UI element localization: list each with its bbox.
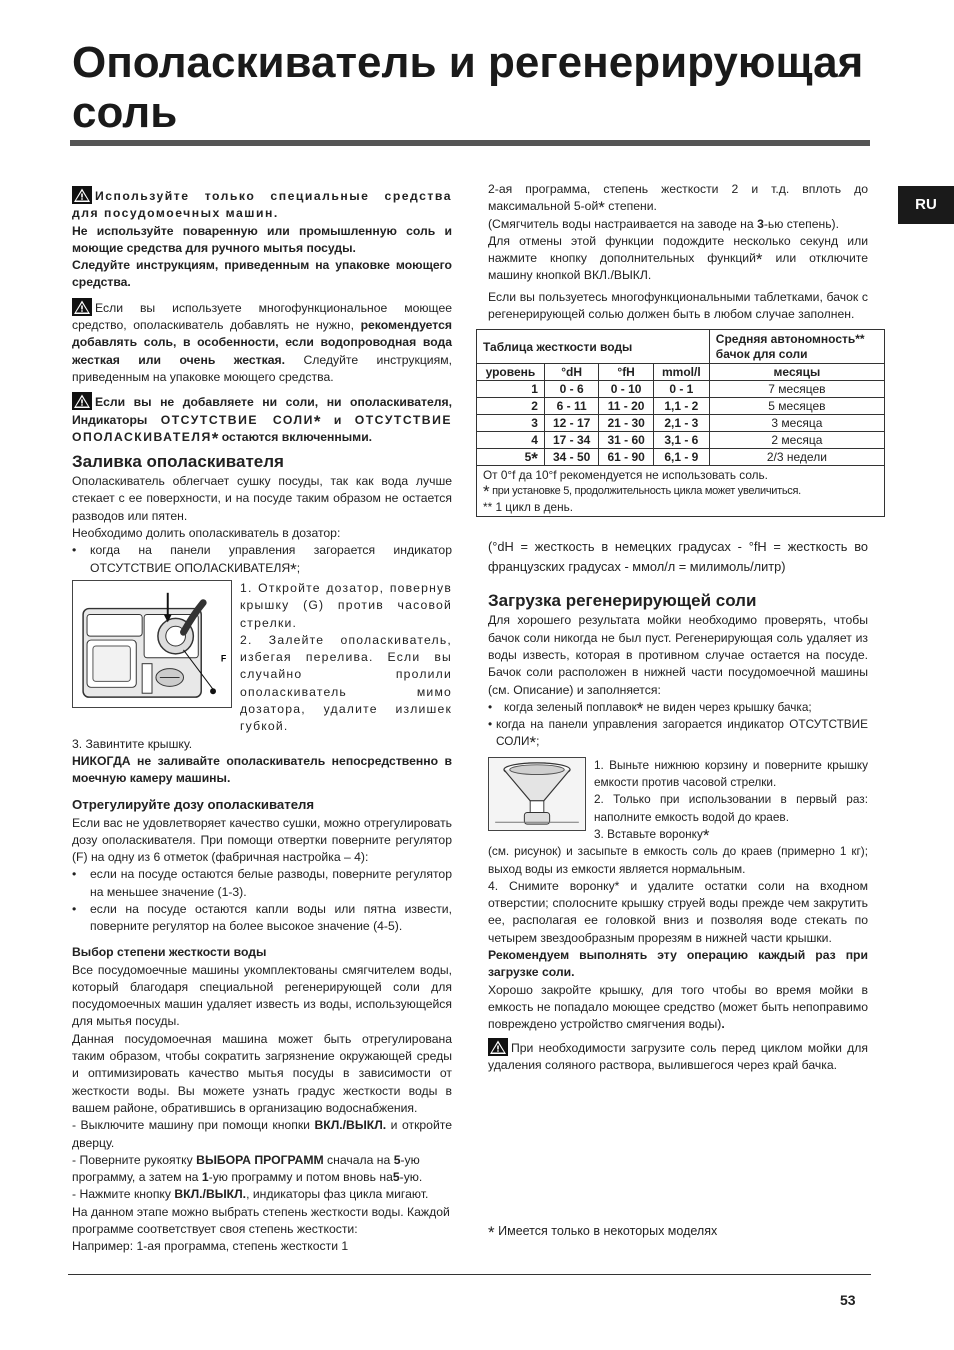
salt-step-4: 4. Снимите воронку* и удалите остатки соли на входном отверстии; сполосните крышку струей воды прежде чем закрутить ее, располагая ее головкой вниз и позволяя воде стекать по четырем звездообразным прорезям в нижней части крышки. — [488, 878, 868, 945]
cell: 3,1 - 6 — [653, 432, 709, 449]
program-knob-label: ВЫБОРА ПРОГРАММ — [196, 1152, 324, 1167]
footnote — [488, 1223, 718, 1242]
asterisk: * — [290, 559, 297, 579]
cell: 17 - 34 — [544, 432, 599, 449]
c2c: -ью степень). — [763, 216, 839, 231]
on-off-button-label: ВКЛ./ВЫКЛ. — [174, 1187, 247, 1202]
c1a: 2-ая программа, степень жесткости 2 и т.д. вплоть до максимальной 5-ой — [488, 182, 868, 214]
s3a: 3. Вставьте воронку — [594, 826, 703, 841]
rinse-figure-row — [72, 580, 452, 736]
hl2a: - Поверните рукоятку — [72, 1152, 193, 1167]
salt-bullet-1 — [488, 699, 868, 716]
salt-bullet-2 — [488, 716, 868, 751]
note-3-mark: ** — [483, 500, 493, 515]
sb2a: когда на панели управления загорается индикатор ОТСУТСТВИЕ СОЛИ — [496, 717, 868, 749]
hl3c: , индикаторы фаз цикла мигают. — [246, 1187, 429, 1202]
footnote-text: Имеется только в некоторых моделях — [498, 1224, 718, 1238]
hardness-continued-3 — [488, 233, 868, 285]
rinse-paragraph-2: Необходимо долить ополаскиватель в дозатор: — [72, 526, 341, 541]
hardness-line-3 — [72, 1186, 452, 1203]
hl2e: -ую программу, а затем на — [72, 1152, 420, 1185]
asterisk: * — [702, 825, 710, 845]
warning-1c: Следуйте инструкциям, приведенным на упаковке моющего средства. — [72, 258, 452, 290]
table-row — [477, 381, 885, 398]
page-title: Ополаскиватель и регенерирующая соль — [72, 38, 864, 137]
salt-recommendation: Рекомендуем выполнять эту операцию каждый раз при загрузке соли. — [488, 948, 868, 980]
heading-rinse-aid: Заливка ополаскивателя — [72, 452, 284, 472]
c2b: 3 — [757, 216, 764, 231]
asterisk: * — [211, 428, 219, 448]
salt-steps-1-2 — [594, 757, 868, 843]
title-rule — [70, 140, 870, 146]
cell: 12 - 17 — [544, 415, 599, 432]
warning-3e: остаются включенными. — [221, 429, 373, 444]
hardness-paragraph-1: Все посудомоечные машины укомплектованы смягчителем воды, который благодаря специальной регенерирующей соли для посудомоечных машин удаляет известь из воды, использующейся для мытья посуды. — [72, 962, 452, 1029]
rinse-indicator: ОТСУТСТВИЕ ОПОЛАСКИВАТЕЛЯ — [90, 560, 291, 575]
cell: 6,1 - 9 — [653, 449, 709, 466]
rinse-step-3: 3. Завинтите крышку. — [72, 736, 193, 751]
dose-bullet-2: • если на посуде остаются капли воды или пятна извести, поверните регулятор на более высокое значение (4-5). — [72, 901, 452, 936]
units-note: (°dH = жесткость в немецких градусах - °fH = жесткость во французских градусах - ммол/л = милимоль/литр) — [488, 539, 868, 575]
c3a: Для отмены этой функции подождите несколько секунд или нажмите кнопку дополнительных функций — [488, 233, 868, 266]
table-row — [477, 398, 885, 415]
table-row — [477, 415, 885, 432]
warning-block-3 — [72, 392, 452, 446]
salt-step-1: 1. Выньте нижнюю корзину и поверните крышку емкости против часовой стрелки. — [594, 757, 868, 790]
table-autonomy-header — [709, 330, 884, 364]
table-row — [477, 449, 885, 466]
never-word: НИКОГДА — [72, 753, 131, 768]
hardness-line-5: Например: 1-ая программа, степень жесткости 1 — [72, 1239, 349, 1254]
cell: 2/3 недели — [709, 449, 884, 466]
autonomy-2: бачок для соли — [715, 346, 808, 361]
cell: 21 - 30 — [599, 415, 654, 432]
cell: 3 месяца — [709, 415, 884, 432]
salt-close-lid — [488, 982, 868, 1034]
level-5: 5 — [524, 450, 532, 465]
hl2g: -ую программу и потом вновь на — [208, 1170, 393, 1185]
heading-rinse-dose: Отрегулируйте дозу ополаскивателя — [72, 796, 315, 812]
c1b: степени. — [608, 199, 657, 214]
fig-label-f: F — [220, 653, 227, 664]
table-row — [477, 432, 885, 449]
right-column — [483, 181, 869, 1074]
warning-3c: и — [333, 412, 342, 427]
salt-figure-row — [488, 757, 868, 843]
warning-block-1 — [72, 186, 452, 292]
asterisk: * — [531, 449, 538, 469]
language-tab: RU — [898, 186, 954, 224]
warning-1a: Используйте только специальные средства для посудомоечных машин. — [72, 189, 452, 221]
salt-warning — [488, 1038, 868, 1075]
asterisk: * — [488, 1223, 495, 1242]
cell: 0 - 1 — [653, 381, 709, 398]
close-c: повреждено устройство смягчения воды) — [488, 1017, 722, 1032]
hl2f: 1 — [201, 1170, 209, 1185]
close-d: . — [721, 1017, 725, 1032]
c2a: (Смягчитель воды настраивается на заводе на — [488, 216, 754, 231]
page-number: 53 — [840, 1292, 856, 1308]
cell: 34 - 50 — [544, 449, 599, 466]
hl1c: и откройте дверцу. — [72, 1118, 452, 1150]
hl2c: сначала на — [327, 1152, 391, 1167]
col-level: уровень — [477, 364, 545, 381]
cell — [477, 449, 545, 469]
cell: 31 - 60 — [599, 432, 654, 449]
close-a: Хорошо закройте крышку, для того чтобы во время мойки в емкость не попадало моющее средство (может быть — [488, 982, 868, 1014]
warning-icon — [72, 298, 92, 316]
salt-warning-text: При необходимости загрузите соль перед циклом мойки для удаления соляного раствора, вылившегося через край бачка. — [488, 1040, 868, 1072]
asterisk: * — [529, 733, 537, 753]
asterisk: * — [636, 698, 644, 718]
on-off-button-label: ВКЛ./ВЫКЛ. — [314, 1118, 387, 1133]
hardness-line-1 — [72, 1117, 452, 1152]
sb2b: ; — [536, 734, 540, 749]
asterisk: * — [483, 482, 490, 502]
hardness-line-2 — [72, 1152, 452, 1187]
autonomy-mark: ** — [855, 331, 865, 346]
hardness-continued-1 — [488, 181, 868, 216]
hl2h: 5 — [392, 1170, 400, 1185]
warning-1b: Не используйте поваренную или промышленную соль и моющие средства для ручного мытья посуды. — [72, 223, 452, 255]
salt-paragraph: Для хорошего результата мойки необходимо проверять, чтобы бачок соли никогда не был пуст. Регенерирующая соль удаляет из воды известь, которая в противном случае остается на посуде. Бачок соли расположен в нижней части посудомоечной машины (см. Описание) и заполняется: — [488, 613, 868, 697]
note-1: От 0°f да 10°f рекомендуется не использовать соль. — [483, 468, 768, 483]
sb1a: когда зеленый поплавок — [504, 699, 637, 714]
cell: 0 - 6 — [544, 381, 599, 398]
cell: 0 - 10 — [599, 381, 654, 398]
salt-step-2: 2. Только при использовании в первый раз: наполните емкость водой до краев. — [594, 792, 868, 824]
cell: 1,1 - 2 — [653, 398, 709, 415]
cell: 11 - 20 — [599, 398, 654, 415]
never-text: не заливайте ополаскиватель непосредственно в моечную камеру машины. — [72, 753, 453, 786]
rinse-never — [72, 753, 452, 788]
warning-icon — [72, 186, 92, 204]
rinse-bullet-end: ; — [296, 560, 301, 575]
salt-step-3-rest: (см. рисунок) и засыпьте в емкость соль до краев (примерно 1 кг); выход воды из емкости является нормальным. — [488, 844, 868, 876]
warning-3a: Если вы не добавляете ни соли, ни ополаскивателя, Индикаторы — [72, 395, 452, 427]
asterisk: * — [598, 198, 605, 218]
warning-2c: Следуйте инструкциям, приведенным на упаковке моющего средства. — [72, 352, 452, 384]
table-notes — [477, 466, 885, 517]
table-header-row — [477, 364, 885, 381]
hardness-line-4: На данном этапе можно выбрать степень жесткости воды. Каждой программе соответствует своя степень жесткости: — [72, 1204, 450, 1237]
hl2i: -ую. — [399, 1170, 423, 1185]
cell: 61 - 90 — [599, 449, 654, 466]
rinse-bullet-text: когда на панели управления загорается индикатор — [90, 543, 452, 558]
col-months: месяцы — [709, 364, 884, 381]
cell: 1 — [477, 381, 545, 398]
rinse-steps — [240, 580, 452, 736]
hl3a: - Нажмите кнопку — [72, 1187, 171, 1202]
cell: 3 — [477, 415, 545, 432]
bottom-rule — [68, 1274, 871, 1275]
warning-2b: рекомендуется добавлять соль, в особенности, если водопроводная вода жесткая или очень жесткая. — [72, 318, 452, 367]
indicator-no-salt: ОТСУТСТВИЕ СОЛИ — [160, 412, 314, 427]
note-3 — [483, 499, 878, 515]
note-3-text: 1 цикл в день. — [495, 500, 574, 515]
cell: 2 месяца — [709, 432, 884, 449]
hardness-continued-2 — [488, 216, 868, 233]
c3b: или отключите машину кнопкой ВКЛ./ВЫКЛ. — [488, 251, 869, 283]
rinse-step-1: 1. Откройте дозатор, повернув крышку (G) против часовой стрелки. — [240, 580, 452, 630]
dose-bullet-1: • если на посуде остаются белые разводы, поверните регулятор на меньшее значение (1-3). — [72, 866, 452, 901]
close-b: непоправимо — [792, 999, 868, 1014]
rinse-step-2: 2. Залейте ополаскиватель, избегая перелива. Если вы случайно пролили ополаскиватель мимо дозатора, удалите излишек губкой. — [240, 632, 452, 734]
hardness-paragraph-2: Данная посудомоечная машина может быть отрегулирована таким образом, чтобы сократить загрязнение окружающей среды и оптимизировать качество мытья посуды в зависимости от жесткости воды. Вы можете узнать градус жесткости воды в вашем районе, обратившись в организацию водоснабжения. — [72, 1031, 452, 1115]
sb1b: не виден через крышку бачка; — [646, 699, 812, 714]
cell: 6 - 11 — [544, 398, 599, 415]
table-title: Таблица жесткости воды — [477, 330, 710, 364]
cell: 4 — [477, 432, 545, 449]
asterisk: * — [313, 411, 321, 431]
dose-paragraph: Если вас не удовлетворяет качество сушки, можно отрегулировать дозу ополаскивателя. При помощи отвертки поверните регулятор (F) на одну из 6 отметок (фабричная настройка – 4): — [72, 815, 452, 865]
salt-funnel-illustration — [488, 757, 586, 831]
cell: 5 месяцев — [709, 398, 884, 415]
rinse-bullet-1 — [72, 542, 452, 577]
heading-salt: Загрузка регенерирующей соли — [488, 591, 757, 611]
warning-block-2 — [72, 298, 452, 386]
water-hardness-table — [476, 329, 885, 517]
hl1a: - Выключите машину при помощи кнопки — [72, 1118, 310, 1133]
col-mmol: mmol/l — [653, 364, 709, 381]
warning-icon — [488, 1038, 508, 1056]
cell: 2,1 - 3 — [653, 415, 709, 432]
col-fh: °fH — [599, 364, 654, 381]
rinse-paragraph-1: Ополаскиватель облегчает сушку посуды, так как вода лучше стекает с ее поверхности, и на посуде таким образом не остается разводов или пятен. — [72, 474, 452, 523]
indicator-no-rinse: ОТСУТСТВИЕ ОПОЛАСКИВАТЕЛЯ — [72, 412, 452, 444]
cell: 7 месяцев — [709, 381, 884, 398]
salt-step-3-start — [594, 826, 868, 843]
heading-water-hardness: Выбор степени жесткости воды — [72, 944, 267, 959]
cell: 2 — [477, 398, 545, 415]
col-dh: °dH — [544, 364, 599, 381]
hl2d: 5 — [393, 1152, 401, 1167]
rinse-dispenser-illustration — [72, 580, 232, 708]
hardness-continued-4: Если вы пользуетесь многофункциональными таблетками, бачок с регенерирующей солью должен быть в любом случае заполнен. — [488, 289, 868, 322]
left-column — [72, 186, 452, 1256]
note-2 — [483, 482, 878, 502]
warning-2a: Если вы используете многофункциональное моющее средство, ополаскиватель добавлять не нужно, — [72, 300, 452, 333]
note-2-text: при установке 5, продолжительность цикла может увеличиться. — [492, 485, 801, 498]
autonomy-1: Средняя автономность — [715, 331, 856, 346]
asterisk: * — [755, 250, 763, 270]
warning-icon — [72, 392, 92, 410]
